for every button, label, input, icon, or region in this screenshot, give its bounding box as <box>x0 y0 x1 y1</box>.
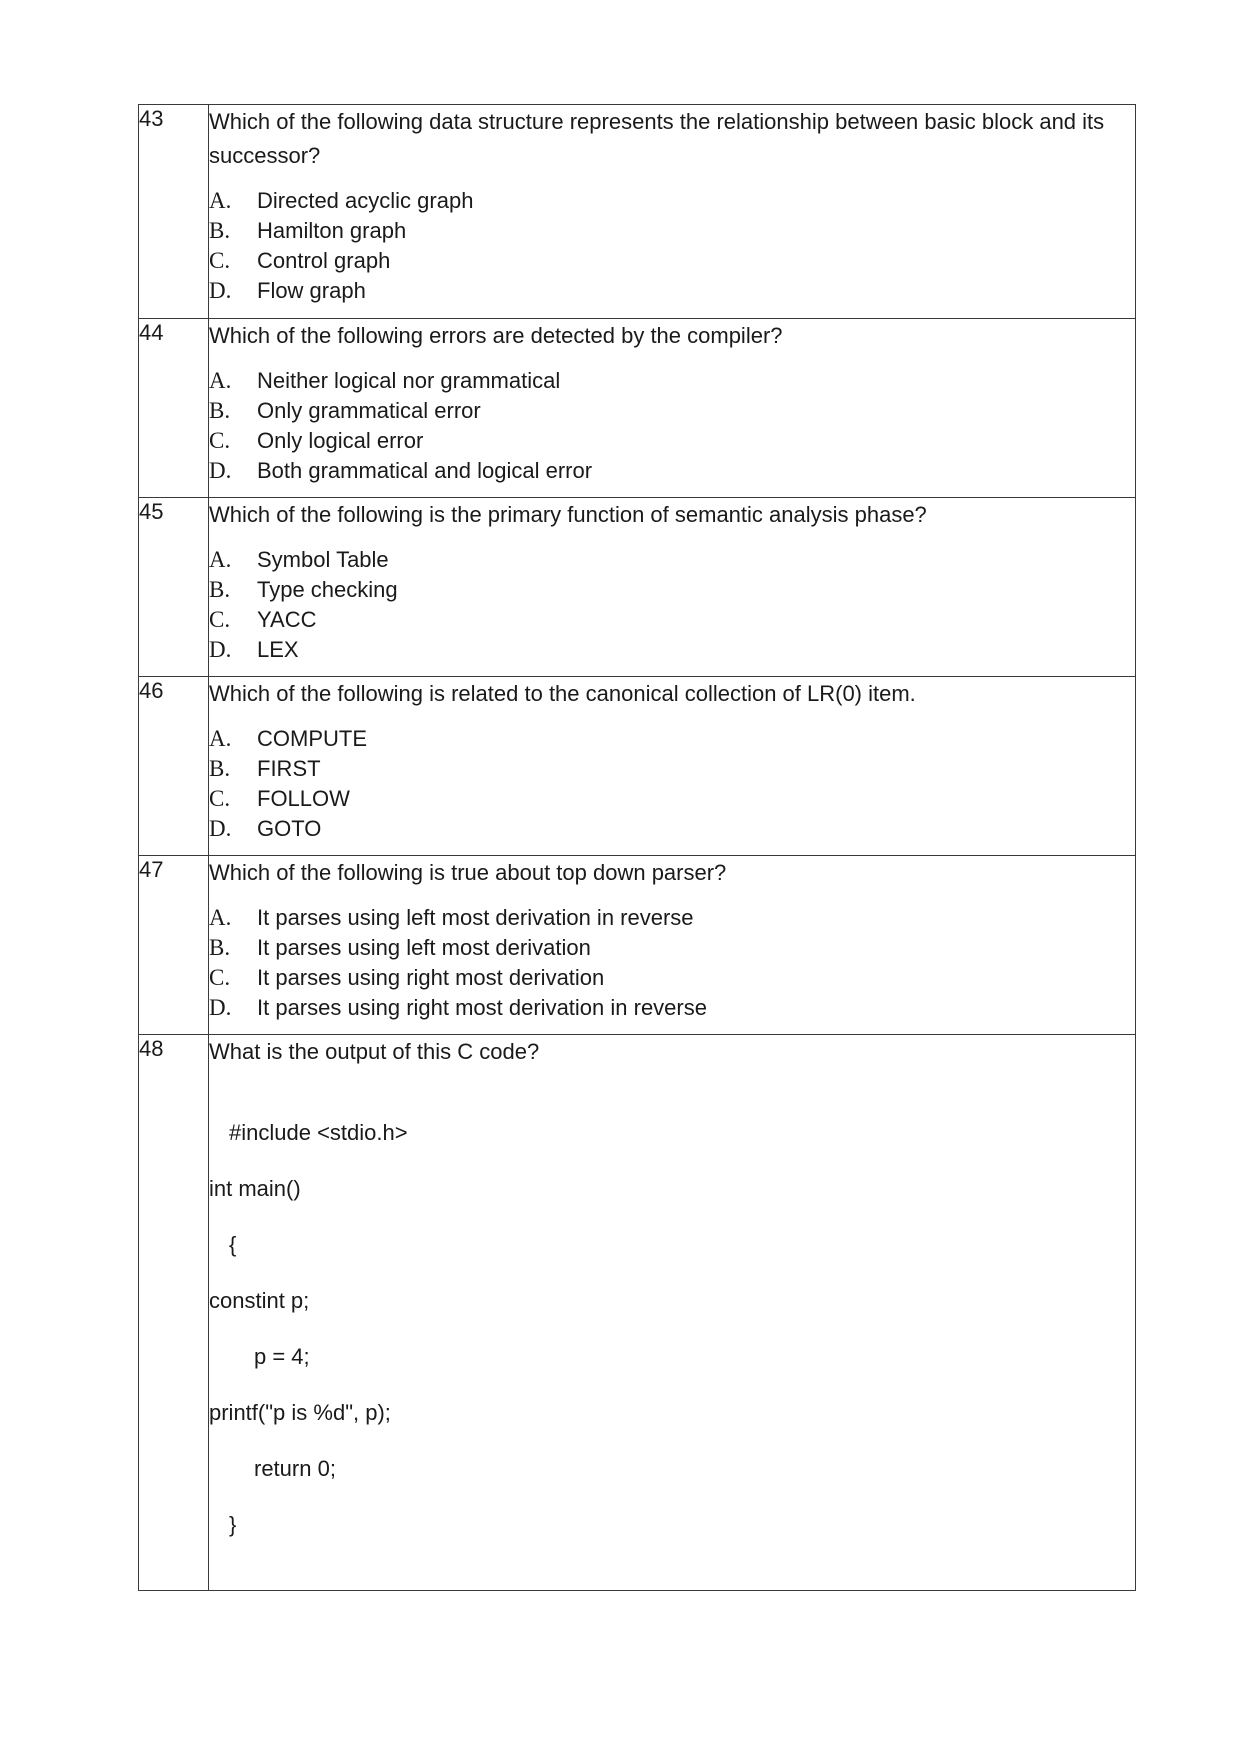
question-text: Which of the following data structure represents the relationship between basic block and its successor? <box>209 109 1105 168</box>
option-list <box>209 724 1135 844</box>
option-c: C. It parses using right most derivation <box>209 965 605 990</box>
question-row-47 <box>139 856 1136 1035</box>
code-line: { <box>229 1232 237 1257</box>
option-b: B. Type checking <box>209 577 398 602</box>
question-row-48 <box>139 1035 1136 1591</box>
question-text: Which of the following errors are detected by the compiler? <box>209 323 783 348</box>
option-c: C. Only logical error <box>209 428 424 453</box>
question-text: Which of the following is the primary function of semantic analysis phase? <box>209 502 927 527</box>
option-a: A. Neither logical nor grammatical <box>209 368 561 393</box>
option-c: C. YACC <box>209 607 317 632</box>
question-number: 46 <box>139 677 209 856</box>
question-text: Which of the following is related to the canonical collection of LR(0) item. <box>209 681 916 706</box>
question-row-43 <box>139 105 1136 319</box>
question-row-45 <box>139 498 1136 677</box>
option-d: D. GOTO <box>209 816 322 841</box>
question-row-46 <box>139 677 1136 856</box>
option-d: D. LEX <box>209 637 299 662</box>
option-b: B. Only grammatical error <box>209 398 481 423</box>
question-number: 43 <box>139 105 209 319</box>
code-line: p = 4; <box>254 1344 310 1369</box>
question-number: 47 <box>139 856 209 1035</box>
code-line: int main() <box>209 1176 301 1201</box>
question-row-44 <box>139 319 1136 498</box>
option-a: A. Symbol Table <box>209 547 389 572</box>
option-d: D. Both grammatical and logical error <box>209 458 593 483</box>
option-list <box>209 545 1135 665</box>
option-c: C. FOLLOW <box>209 786 350 811</box>
option-b: B. Hamilton graph <box>209 218 407 243</box>
question-text: What is the output of this C code? <box>209 1039 540 1064</box>
code-line: return 0; <box>254 1456 336 1481</box>
option-d: D. It parses using right most derivation in reverse <box>209 995 707 1020</box>
option-d: D. Flow graph <box>209 278 366 303</box>
option-list <box>209 903 1135 1023</box>
option-list <box>209 366 1135 486</box>
question-table <box>138 104 1136 1591</box>
code-line: constint p; <box>209 1288 310 1313</box>
code-block <box>209 1119 1135 1557</box>
option-b: B. It parses using left most derivation <box>209 935 591 960</box>
question-number: 48 <box>139 1035 209 1591</box>
code-line: #include <stdio.h> <box>229 1120 408 1145</box>
option-c: C. Control graph <box>209 248 391 273</box>
option-a: A. Directed acyclic graph <box>209 188 474 213</box>
option-a: A. It parses using left most derivation in reverse <box>209 905 694 930</box>
question-number: 44 <box>139 319 209 498</box>
code-line: printf("p is %d", p); <box>209 1400 391 1425</box>
option-list <box>209 186 1135 306</box>
question-number: 45 <box>139 498 209 677</box>
option-b: B. FIRST <box>209 756 321 781</box>
code-line: } <box>229 1512 237 1537</box>
question-text: Which of the following is true about top down parser? <box>209 860 727 885</box>
option-a: A. COMPUTE <box>209 726 367 751</box>
